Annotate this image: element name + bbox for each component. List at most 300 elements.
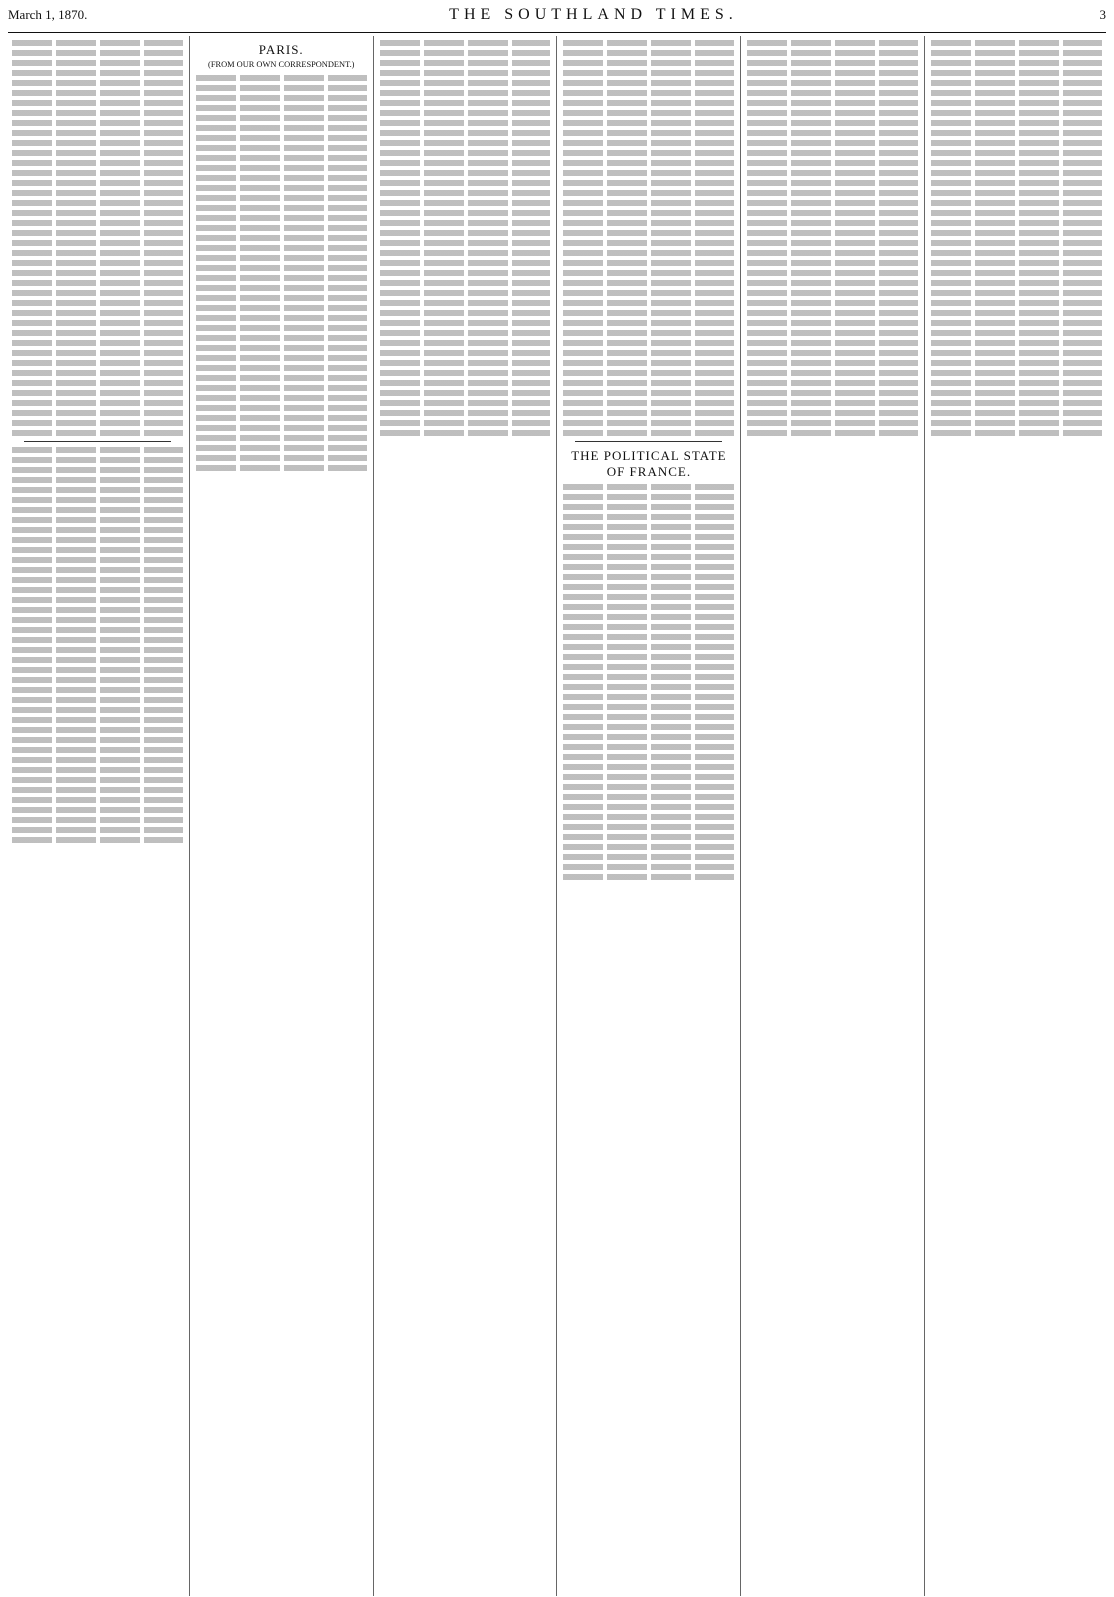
untranscribed-text-line: [563, 250, 734, 256]
untranscribed-text-line: [563, 604, 734, 610]
untranscribed-text-line: [931, 140, 1102, 146]
untranscribed-text-line: [12, 707, 183, 713]
untranscribed-text-line: [563, 654, 734, 660]
untranscribed-text-line: [747, 200, 918, 206]
untranscribed-text-line: [380, 250, 551, 256]
untranscribed-text-line: [12, 190, 183, 196]
article-divider: [24, 441, 171, 442]
untranscribed-text-line: [931, 100, 1102, 106]
untranscribed-text-line: [12, 787, 183, 793]
untranscribed-text-line: [12, 527, 183, 533]
untranscribed-text-line: [747, 430, 918, 436]
untranscribed-text-line: [563, 804, 734, 810]
untranscribed-text-line: [563, 694, 734, 700]
untranscribed-text-line: [380, 230, 551, 236]
untranscribed-text-line: [563, 624, 734, 630]
untranscribed-text-line: [12, 130, 183, 136]
untranscribed-text-line: [12, 457, 183, 463]
text-column-2: [190, 36, 374, 1596]
untranscribed-text-line: [12, 180, 183, 186]
untranscribed-text-line: [380, 170, 551, 176]
text-column-1: [6, 36, 190, 1596]
untranscribed-text-line: [563, 430, 734, 436]
untranscribed-text-line: [747, 170, 918, 176]
untranscribed-text-line: [12, 557, 183, 563]
untranscribed-text-line: [563, 814, 734, 820]
untranscribed-text-line: [196, 415, 367, 421]
untranscribed-text-line: [12, 567, 183, 573]
untranscribed-text-line: [931, 180, 1102, 186]
untranscribed-text-line: [931, 90, 1102, 96]
untranscribed-text-line: [563, 70, 734, 76]
untranscribed-text-line: [196, 405, 367, 411]
untranscribed-text-line: [563, 704, 734, 710]
untranscribed-text-line: [563, 554, 734, 560]
untranscribed-text-line: [747, 110, 918, 116]
untranscribed-text-line: [747, 210, 918, 216]
untranscribed-text-line: [747, 370, 918, 376]
untranscribed-text-line: [12, 757, 183, 763]
untranscribed-text-line: [196, 145, 367, 151]
untranscribed-text-line: [12, 50, 183, 56]
untranscribed-text-line: [12, 667, 183, 673]
untranscribed-text-line: [380, 270, 551, 276]
untranscribed-text-line: [563, 380, 734, 386]
untranscribed-text-line: [563, 240, 734, 246]
untranscribed-text-line: [196, 285, 367, 291]
untranscribed-text-line: [12, 657, 183, 663]
untranscribed-text-line: [563, 270, 734, 276]
untranscribed-text-line: [563, 594, 734, 600]
untranscribed-text-line: [931, 130, 1102, 136]
untranscribed-text-line: [563, 40, 734, 46]
untranscribed-text-line: [380, 400, 551, 406]
untranscribed-text-line: [747, 390, 918, 396]
untranscribed-text-line: [196, 205, 367, 211]
untranscribed-text-line: [380, 260, 551, 266]
untranscribed-text-line: [380, 430, 551, 436]
untranscribed-text-line: [12, 150, 183, 156]
untranscribed-text-line: [12, 230, 183, 236]
untranscribed-text-line: [931, 270, 1102, 276]
untranscribed-text-line: [196, 445, 367, 451]
untranscribed-text-line: [931, 210, 1102, 216]
untranscribed-text-line: [12, 627, 183, 633]
untranscribed-text-line: [931, 250, 1102, 256]
untranscribed-text-line: [747, 140, 918, 146]
untranscribed-text-line: [563, 150, 734, 156]
untranscribed-text-line: [931, 320, 1102, 326]
untranscribed-text-line: [563, 764, 734, 770]
untranscribed-text-line: [380, 210, 551, 216]
untranscribed-text-line: [196, 235, 367, 241]
text-column-4: [557, 36, 741, 1596]
untranscribed-text-line: [931, 340, 1102, 346]
untranscribed-text-line: [747, 260, 918, 266]
untranscribed-text-line: [563, 370, 734, 376]
untranscribed-text-line: [563, 60, 734, 66]
untranscribed-text-line: [12, 817, 183, 823]
untranscribed-text-line: [563, 494, 734, 500]
untranscribed-text-line: [747, 310, 918, 316]
untranscribed-text-line: [931, 390, 1102, 396]
untranscribed-text-line: [12, 360, 183, 366]
untranscribed-text-line: [931, 350, 1102, 356]
untranscribed-text-line: [563, 100, 734, 106]
untranscribed-text-line: [12, 537, 183, 543]
untranscribed-text-line: [12, 587, 183, 593]
untranscribed-text-line: [12, 497, 183, 503]
untranscribed-text-line: [196, 315, 367, 321]
untranscribed-text-line: [563, 230, 734, 236]
untranscribed-text-line: [931, 420, 1102, 426]
untranscribed-text-line: [931, 360, 1102, 366]
untranscribed-text-line: [12, 290, 183, 296]
untranscribed-text-line: [380, 110, 551, 116]
untranscribed-text-line: [563, 724, 734, 730]
untranscribed-text-line: [12, 487, 183, 493]
untranscribed-text-line: [12, 200, 183, 206]
untranscribed-text-line: [563, 130, 734, 136]
untranscribed-text-line: [563, 714, 734, 720]
untranscribed-text-line: [380, 200, 551, 206]
untranscribed-text-line: [931, 380, 1102, 386]
untranscribed-text-line: [380, 330, 551, 336]
untranscribed-text-line: [563, 744, 734, 750]
untranscribed-text-line: [380, 220, 551, 226]
untranscribed-text-line: [563, 574, 734, 580]
untranscribed-text-line: [563, 834, 734, 840]
masthead: [8, 6, 1106, 33]
untranscribed-text-line: [380, 120, 551, 126]
untranscribed-text-line: [12, 310, 183, 316]
untranscribed-text-line: [563, 544, 734, 550]
untranscribed-text-line: [12, 320, 183, 326]
untranscribed-text-line: [196, 225, 367, 231]
untranscribed-text-line: [12, 447, 183, 453]
untranscribed-text-line: [563, 684, 734, 690]
untranscribed-text-line: [380, 300, 551, 306]
untranscribed-text-line: [380, 130, 551, 136]
issue-date: March 1, 1870.: [8, 7, 88, 22]
untranscribed-text-line: [931, 160, 1102, 166]
untranscribed-text-line: [563, 634, 734, 640]
untranscribed-text-line: [747, 130, 918, 136]
untranscribed-text-line: [380, 320, 551, 326]
untranscribed-text-line: [196, 115, 367, 121]
untranscribed-text-line: [12, 170, 183, 176]
untranscribed-text-line: [12, 517, 183, 523]
untranscribed-text-line: [196, 325, 367, 331]
untranscribed-text-line: [196, 185, 367, 191]
untranscribed-text-line: [380, 150, 551, 156]
untranscribed-text-line: [931, 400, 1102, 406]
untranscribed-text-line: [12, 260, 183, 266]
untranscribed-text-line: [12, 797, 183, 803]
untranscribed-text-line: [196, 155, 367, 161]
untranscribed-text-line: [931, 310, 1102, 316]
untranscribed-text-line: [380, 240, 551, 246]
untranscribed-text-line: [380, 90, 551, 96]
untranscribed-text-line: [196, 365, 367, 371]
untranscribed-text-line: [380, 410, 551, 416]
untranscribed-text-line: [12, 807, 183, 813]
untranscribed-text-line: [931, 150, 1102, 156]
untranscribed-text-line: [563, 220, 734, 226]
untranscribed-text-line: [12, 717, 183, 723]
untranscribed-text-line: [563, 200, 734, 206]
untranscribed-text-line: [563, 280, 734, 286]
untranscribed-text-line: [196, 345, 367, 351]
text-column-6: [925, 36, 1108, 1596]
untranscribed-text-line: [563, 360, 734, 366]
untranscribed-text-line: [931, 70, 1102, 76]
untranscribed-text-line: [12, 477, 183, 483]
untranscribed-text-line: [563, 140, 734, 146]
article-heading: THE POLITICAL STATE OF FRANCE.: [571, 448, 727, 480]
untranscribed-text-line: [196, 135, 367, 141]
untranscribed-text-line: [380, 380, 551, 386]
untranscribed-text-line: [563, 400, 734, 406]
untranscribed-text-line: [12, 597, 183, 603]
untranscribed-text-line: [931, 220, 1102, 226]
untranscribed-text-line: [563, 80, 734, 86]
untranscribed-text-line: [380, 390, 551, 396]
untranscribed-text-line: [380, 70, 551, 76]
untranscribed-text-line: [747, 270, 918, 276]
untranscribed-text-line: [12, 280, 183, 286]
untranscribed-text-line: [747, 280, 918, 286]
untranscribed-text-line: [563, 864, 734, 870]
untranscribed-text-line: [931, 230, 1102, 236]
untranscribed-text-line: [380, 160, 551, 166]
untranscribed-text-line: [12, 677, 183, 683]
untranscribed-text-line: [931, 60, 1102, 66]
untranscribed-text-line: [12, 240, 183, 246]
untranscribed-text-line: [380, 60, 551, 66]
untranscribed-text-line: [12, 110, 183, 116]
untranscribed-text-line: [12, 777, 183, 783]
untranscribed-text-line: [931, 110, 1102, 116]
untranscribed-text-line: [196, 385, 367, 391]
untranscribed-text-line: [196, 335, 367, 341]
untranscribed-text-line: [931, 370, 1102, 376]
untranscribed-text-line: [380, 420, 551, 426]
untranscribed-text-line: [747, 100, 918, 106]
untranscribed-text-line: [747, 340, 918, 346]
untranscribed-text-line: [747, 330, 918, 336]
untranscribed-text-line: [196, 255, 367, 261]
untranscribed-text-line: [931, 50, 1102, 56]
untranscribed-text-line: [12, 727, 183, 733]
untranscribed-text-line: [563, 170, 734, 176]
untranscribed-text-line: [563, 854, 734, 860]
untranscribed-text-line: [12, 647, 183, 653]
untranscribed-text-line: [196, 85, 367, 91]
untranscribed-text-line: [12, 400, 183, 406]
untranscribed-text-line: [12, 737, 183, 743]
untranscribed-text-line: [12, 90, 183, 96]
untranscribed-text-line: [12, 747, 183, 753]
untranscribed-text-line: [12, 370, 183, 376]
untranscribed-text-line: [196, 165, 367, 171]
untranscribed-text-line: [196, 95, 367, 101]
untranscribed-text-line: [563, 290, 734, 296]
untranscribed-text-line: [196, 245, 367, 251]
untranscribed-text-line: [563, 514, 734, 520]
untranscribed-text-line: [563, 534, 734, 540]
untranscribed-text-line: [196, 375, 367, 381]
untranscribed-text-line: [747, 160, 918, 166]
untranscribed-text-line: [12, 40, 183, 46]
untranscribed-text-line: [747, 180, 918, 186]
untranscribed-text-line: [12, 60, 183, 66]
untranscribed-text-line: [12, 827, 183, 833]
untranscribed-text-line: [563, 260, 734, 266]
untranscribed-text-line: [563, 504, 734, 510]
untranscribed-text-line: [12, 430, 183, 436]
untranscribed-text-line: [931, 300, 1102, 306]
untranscribed-text-line: [12, 300, 183, 306]
untranscribed-text-line: [563, 110, 734, 116]
untranscribed-text-line: [12, 410, 183, 416]
article-divider: [575, 441, 722, 442]
untranscribed-text-line: [931, 40, 1102, 46]
untranscribed-text-line: [563, 734, 734, 740]
untranscribed-text-line: [12, 340, 183, 346]
untranscribed-text-line: [196, 195, 367, 201]
untranscribed-text-line: [747, 300, 918, 306]
untranscribed-text-line: [563, 484, 734, 490]
untranscribed-text-line: [563, 180, 734, 186]
untranscribed-text-line: [12, 547, 183, 553]
untranscribed-text-line: [931, 120, 1102, 126]
untranscribed-text-line: [12, 697, 183, 703]
untranscribed-text-line: [747, 250, 918, 256]
untranscribed-text-line: [563, 190, 734, 196]
untranscribed-text-line: [931, 280, 1102, 286]
untranscribed-text-line: [380, 370, 551, 376]
untranscribed-text-line: [747, 70, 918, 76]
untranscribed-text-line: [931, 330, 1102, 336]
untranscribed-text-line: [563, 90, 734, 96]
untranscribed-text-line: [12, 210, 183, 216]
untranscribed-text-line: [747, 350, 918, 356]
untranscribed-text-line: [563, 664, 734, 670]
untranscribed-text-line: [12, 507, 183, 513]
untranscribed-text-line: [563, 754, 734, 760]
untranscribed-text-line: [12, 420, 183, 426]
untranscribed-text-line: [380, 50, 551, 56]
untranscribed-text-line: [747, 80, 918, 86]
untranscribed-text-line: [196, 425, 367, 431]
untranscribed-text-line: [12, 100, 183, 106]
untranscribed-text-line: [563, 350, 734, 356]
untranscribed-text-line: [747, 90, 918, 96]
untranscribed-text-line: [931, 80, 1102, 86]
untranscribed-text-line: [196, 175, 367, 181]
untranscribed-text-line: [931, 200, 1102, 206]
article-heading: PARIS.: [258, 42, 304, 57]
untranscribed-text-line: [380, 80, 551, 86]
untranscribed-text-line: [563, 420, 734, 426]
untranscribed-text-line: [196, 125, 367, 131]
untranscribed-text-line: [563, 310, 734, 316]
untranscribed-text-line: [747, 150, 918, 156]
untranscribed-text-line: [380, 140, 551, 146]
untranscribed-text-line: [563, 824, 734, 830]
column-container: [6, 36, 1108, 1596]
untranscribed-text-line: [12, 270, 183, 276]
untranscribed-text-line: [380, 100, 551, 106]
untranscribed-text-line: [563, 584, 734, 590]
untranscribed-text-line: [931, 260, 1102, 266]
untranscribed-text-line: [747, 230, 918, 236]
untranscribed-text-line: [931, 430, 1102, 436]
untranscribed-text-line: [380, 310, 551, 316]
untranscribed-text-line: [12, 767, 183, 773]
untranscribed-text-line: [563, 644, 734, 650]
untranscribed-text-line: [12, 607, 183, 613]
untranscribed-text-line: [747, 240, 918, 246]
untranscribed-text-line: [12, 467, 183, 473]
untranscribed-text-line: [747, 290, 918, 296]
untranscribed-text-line: [563, 794, 734, 800]
untranscribed-text-line: [196, 105, 367, 111]
untranscribed-text-line: [563, 160, 734, 166]
untranscribed-text-line: [747, 320, 918, 326]
untranscribed-text-line: [12, 70, 183, 76]
untranscribed-text-line: [747, 360, 918, 366]
untranscribed-text-line: [12, 617, 183, 623]
untranscribed-text-line: [380, 350, 551, 356]
untranscribed-text-line: [747, 420, 918, 426]
untranscribed-text-line: [563, 844, 734, 850]
untranscribed-text-line: [12, 577, 183, 583]
article-subheading: (FROM OUR OWN CORRESPONDENT.): [208, 60, 355, 70]
untranscribed-text-line: [196, 395, 367, 401]
untranscribed-text-line: [563, 340, 734, 346]
untranscribed-text-line: [196, 75, 367, 81]
untranscribed-text-line: [563, 774, 734, 780]
untranscribed-text-line: [12, 350, 183, 356]
untranscribed-text-line: [563, 330, 734, 336]
untranscribed-text-line: [12, 160, 183, 166]
untranscribed-text-line: [196, 265, 367, 271]
newspaper-title: THE SOUTHLAND TIMES.: [449, 6, 738, 23]
untranscribed-text-line: [931, 170, 1102, 176]
untranscribed-text-line: [563, 674, 734, 680]
untranscribed-text-line: [12, 390, 183, 396]
untranscribed-text-line: [747, 60, 918, 66]
untranscribed-text-line: [563, 564, 734, 570]
untranscribed-text-line: [380, 40, 551, 46]
untranscribed-text-line: [747, 120, 918, 126]
untranscribed-text-line: [196, 275, 367, 281]
untranscribed-text-line: [931, 240, 1102, 246]
untranscribed-text-line: [380, 290, 551, 296]
untranscribed-text-line: [563, 874, 734, 880]
untranscribed-text-line: [196, 455, 367, 461]
untranscribed-text-line: [931, 410, 1102, 416]
untranscribed-text-line: [563, 120, 734, 126]
untranscribed-text-line: [563, 410, 734, 416]
untranscribed-text-line: [931, 290, 1102, 296]
untranscribed-text-line: [563, 784, 734, 790]
untranscribed-text-line: [12, 687, 183, 693]
untranscribed-text-line: [747, 400, 918, 406]
untranscribed-text-line: [196, 355, 367, 361]
